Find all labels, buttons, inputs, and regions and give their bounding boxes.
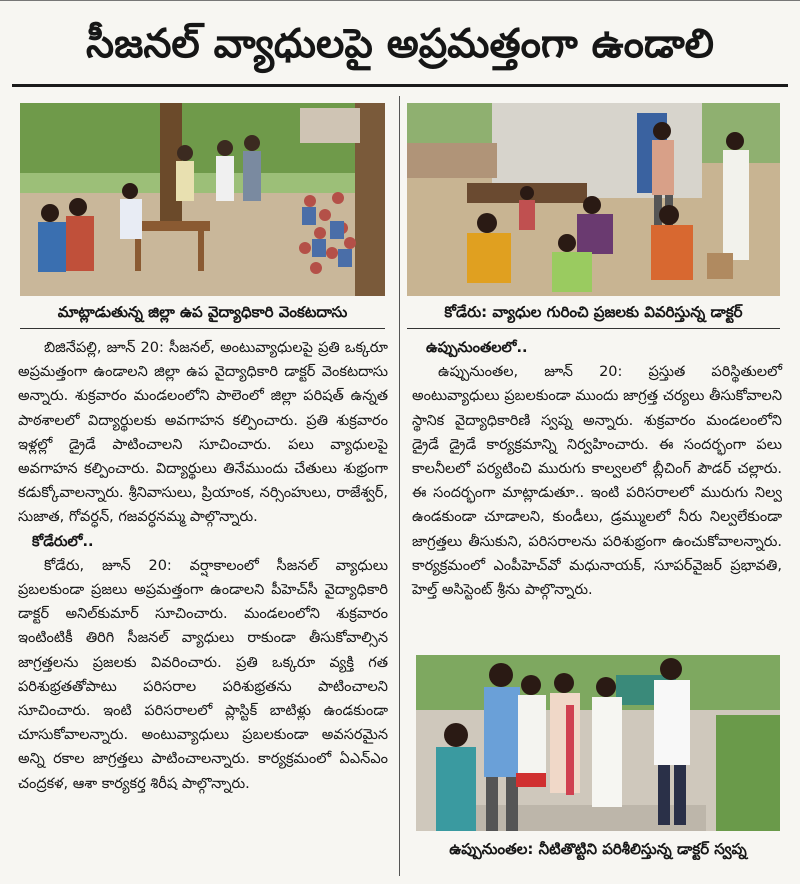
column-divider	[399, 96, 400, 876]
photo2-caption: కోడేరు: వ్యాధుల గురించి ప్రజలకు వివరిస్తున్న డాక్టర్	[444, 303, 743, 321]
photo-water-tank-inspection	[416, 655, 780, 831]
page-top-border	[0, 0, 800, 7]
photo2-caption-rule	[407, 328, 780, 329]
page-headline: సీజనల్ వ్యాధులపై అప్రమత్తంగా ఉండాలి	[86, 21, 714, 67]
left-paragraph-1: బిజినేపల్లి, జూన్ 20: సీజనల్, అంటువ్యాధులపై ప్రతి ఒక్కరూ అప్రమత్తంగా ఉండాలని జిల్లా ఉప వైద్యాధికారి డాక్టర్ వెంకటదాసు అన్నారు. శుక్రవారం మండలంలోని పాలెంలో జిల్లా పరిషత్ ఉన్నత పాఠశాలలో విద్యార్థులకు అవగాహన కల్పించారు. ప్రతి శుక్రవారం ఇళ్లల్లో డ్రైడే పాటించాలని సూచించారు. పలు వ్యాధులపై అవగాహన కల్పించారు. విద్యార్థులు తినేముందు చేతులు శుభ్రంగా కడుక్కోవాలన్నారు. శ్రీనివాసులు, ప్రియాంక, నర్సింహులు, రాజేశ్వర్, సుజాత, గోవర్ధన్, గజవర్ధనమ్మ పాల్గొన్నారు.	[18, 340, 388, 526]
photo-school-session	[20, 103, 385, 296]
photo-village-meeting	[407, 103, 780, 296]
photo3-caption: ఉప్పునుంతల: నీటితొట్టిని పరిశీలిస్తున్న డాక్టర్ స్వప్న	[449, 840, 747, 858]
left-paragraph-2: కోడేరు, జూన్ 20: వర్షాకాలంలో సీజనల్ వ్యాధులు ప్రబలకుండా ప్రజలు అప్రమత్తంగా ఉండాలని పీహెచ్‌సీ వైద్యాధికారి డాక్టర్ అనిల్‌కుమార్ సూచించారు. మండలంలోని శుక్రవారం ఇంటింటికీ తిరిగి సీజనల్ వ్యాధులు రాకుండా తీసుకోవాల్సిన జాగ్రత్తలను ప్రజలకు వివరించారు. ప్రతి ఒక్కరూ వ్యక్తి గత పరిశుభ్రతతోపాటు పరిసరాల పరిశుభ్రతను పాటించాలని సూచించారు. ఇంటి పరిసరాలలో ప్లాస్టిక్ బాటిళ్లు ఉండకుండా చూసుకోవాలన్నారు. అంటువ్యాధులు ప్రబలకుండా అవసరమైన అన్ని రకాల జాగ్రత్తలు పాటించాలన్నారు. కార్యక్రమంలో ఏఎన్ఎం చంద్రకళ, ఆశా కార్యకర్త శిరీష పాల్గొన్నారు.	[18, 557, 388, 792]
left-subhead-koderu: కోడేరులో..	[32, 533, 94, 550]
left-article-column	[18, 336, 388, 796]
right-subhead-uppununthala: ఉప్పునుంతలలో..	[426, 340, 528, 356]
headline-rule	[12, 84, 788, 87]
right-article-column	[412, 336, 782, 602]
photo1-caption-rule	[20, 328, 385, 329]
photo1-caption: మాట్లాడుతున్న జిల్లా ఉప వైద్యాధికారి వెంకటదాసు	[57, 303, 348, 321]
right-paragraph-1: ఉప్పునుంతల, జూన్ 20: ప్రస్తుత పరిస్థితులలో అంటువ్యాధులు ప్రబలకుండా ముందు జాగ్రత్త చర్యలు తీసుకోవాలని స్థానిక వైద్యాధికారిణి స్వప్న అన్నారు. శుక్రవారం మండలంలోని డ్రైడే డ్రైడే కార్యక్రమాన్ని నిర్వహించారు. ఈ సందర్భంగా పలు కాలనీలలో పర్యటించి మురుగు కాల్వలలో బ్లీచింగ్ పౌడర్ చల్లారు. ఈ సందర్భంగా మాట్లాడుతూ.. ఇంటి పరిసరాలలో మురుగు నిల్వ ఉండకుండా చూడాలని, కుండీలు, డ్రమ్ములలో నీరు నిల్వలేకుండా జాగ్రత్తలు తీసుకుని, పరిసరాలను పరిశుభ్రంగా ఉంచుకోవాలన్నారు. కార్యక్రమంలో ఎంపీహెచ్‌వో మధునాయక్, సూపర్‌వైజర్ ప్రభావతి, హెల్త్ అసిస్టెంట్ శ్రీను పాల్గొన్నారు.	[412, 364, 782, 599]
